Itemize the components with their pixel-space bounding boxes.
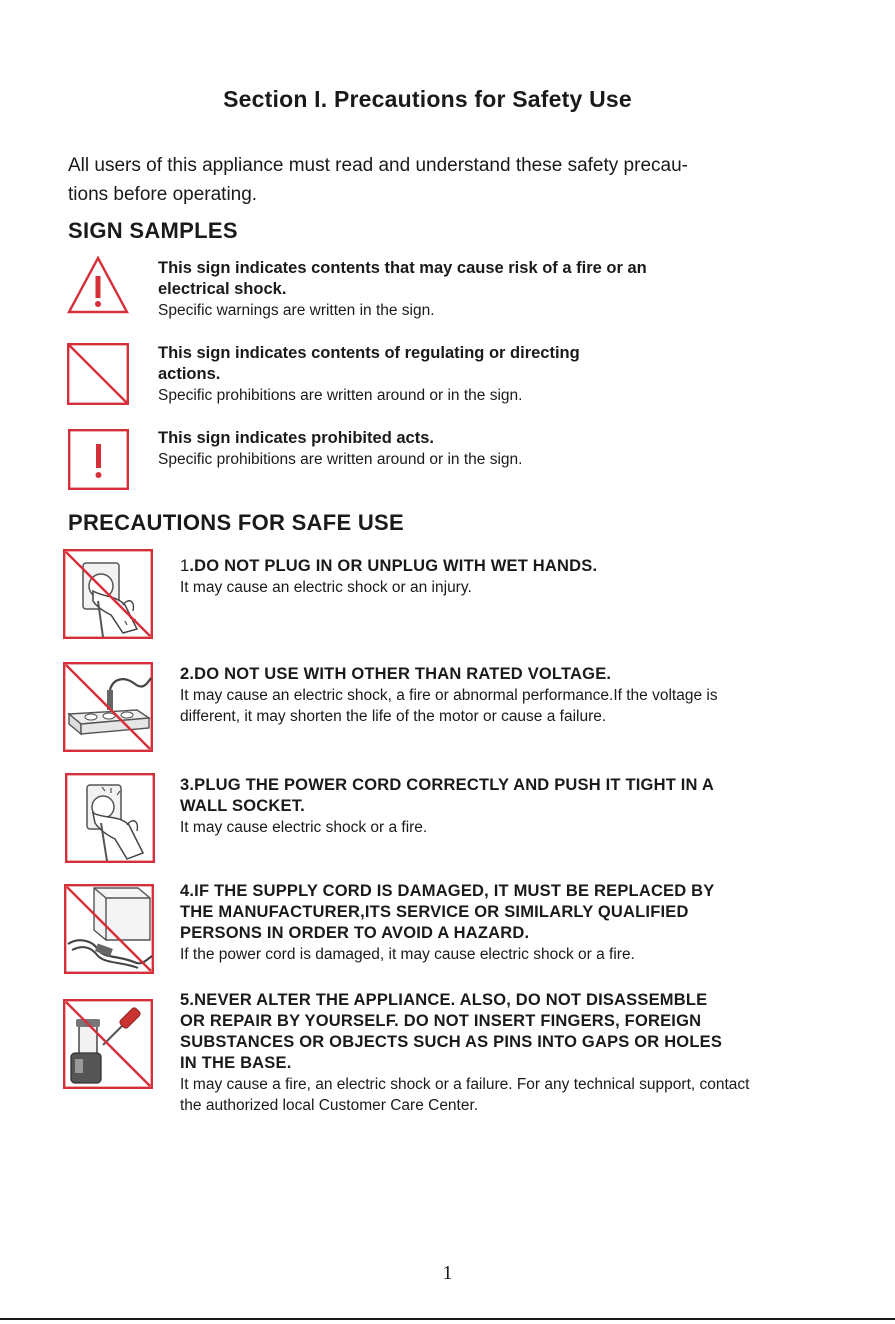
warning-triangle-icon (66, 254, 130, 316)
power-strip-icon (63, 662, 153, 752)
precaution-title (180, 556, 850, 577)
damaged-cord-icon (64, 884, 154, 974)
sign-samples-heading: SIGN SAMPLES (68, 218, 238, 243)
intro-paragraph (68, 151, 828, 209)
precaution-number: 1 (180, 557, 190, 575)
precaution-title: WALL SOCKET. (180, 797, 305, 815)
precaution-title: 3.PLUG THE POWER CORD CORRECTLY AND PUSH IT TIGHT IN A (180, 776, 714, 794)
precaution-item-1 (180, 556, 850, 598)
page-number: 1 (442, 1262, 453, 1284)
wet-hands-plug-icon (63, 549, 153, 639)
precaution-title: PERSONS IN ORDER TO AVOID A HAZARD. (180, 924, 530, 942)
sign-heading: This sign indicates contents that may cause risk of a fire or an (158, 259, 647, 277)
prohibition-slash-icon (67, 343, 129, 405)
precaution-title: 5.NEVER ALTER THE APPLIANCE. ALSO, DO NOT DISASSEMBLE (180, 991, 708, 1009)
sign-heading: This sign indicates prohibited acts. (158, 429, 434, 447)
precaution-title: 4.IF THE SUPPLY CORD IS DAMAGED, IT MUST BE REPLACED BY (180, 882, 715, 900)
precaution-description: It may cause an electric shock or an injury. (180, 579, 472, 596)
precautions-heading: PRECAUTIONS FOR SAFE USE (68, 510, 405, 535)
intro-line: tions before operating. (68, 184, 258, 205)
precaution-description: the authorized local Customer Care Center. (180, 1097, 479, 1114)
screwdriver-appliance-icon (63, 999, 153, 1089)
plug-socket-icon (65, 773, 155, 863)
exclamation-box-icon (68, 429, 129, 490)
precaution-title-text: .DO NOT PLUG IN OR UNPLUG WITH WET HANDS. (189, 557, 598, 575)
sign-sample-1 (158, 258, 848, 321)
precaution-item-4 (180, 881, 850, 965)
page-bottom-rule (0, 1318, 895, 1320)
precaution-item-2 (180, 664, 850, 727)
precaution-title: SUBSTANCES OR OBJECTS SUCH AS PINS INTO GAPS OR HOLES (180, 1033, 723, 1051)
precaution-title: IN THE BASE. (180, 1054, 292, 1072)
sign-sample-3 (158, 428, 848, 470)
precaution-description: different, it may shorten the life of the motor or cause a failure. (180, 708, 607, 725)
precaution-description: It may cause an electric shock, a fire or abnormal performance.If the voltage is (180, 687, 718, 704)
precaution-title: THE MANUFACTURER,ITS SERVICE OR SIMILARLY QUALIFIED (180, 903, 689, 921)
precaution-title: OR REPAIR BY YOURSELF. DO NOT INSERT FINGERS, FOREIGN (180, 1012, 702, 1030)
precaution-description: It may cause a fire, an electric shock or a failure. For any technical support, contact (180, 1076, 750, 1093)
sign-description: Specific warnings are written in the sign. (158, 302, 435, 319)
precaution-item-3 (180, 775, 850, 838)
sign-sample-2 (158, 343, 848, 406)
intro-line: All users of this appliance must read and understand these safety precau- (68, 155, 688, 176)
precaution-description: It may cause electric shock or a fire. (180, 819, 428, 836)
precaution-item-5 (180, 990, 850, 1116)
sign-heading: This sign indicates contents of regulating or directing (158, 344, 580, 362)
sign-heading: electrical shock. (158, 280, 287, 298)
sign-heading: actions. (158, 365, 221, 383)
precaution-description: If the power cord is damaged, it may cause electric shock or a fire. (180, 946, 635, 963)
sign-description: Specific prohibitions are written around or in the sign. (158, 387, 523, 404)
sign-description: Specific prohibitions are written around or in the sign. (158, 451, 523, 468)
precaution-title: 2.DO NOT USE WITH OTHER THAN RATED VOLTAGE. (180, 665, 612, 683)
page-title: Section I. Precautions for Safety Use (223, 86, 632, 112)
